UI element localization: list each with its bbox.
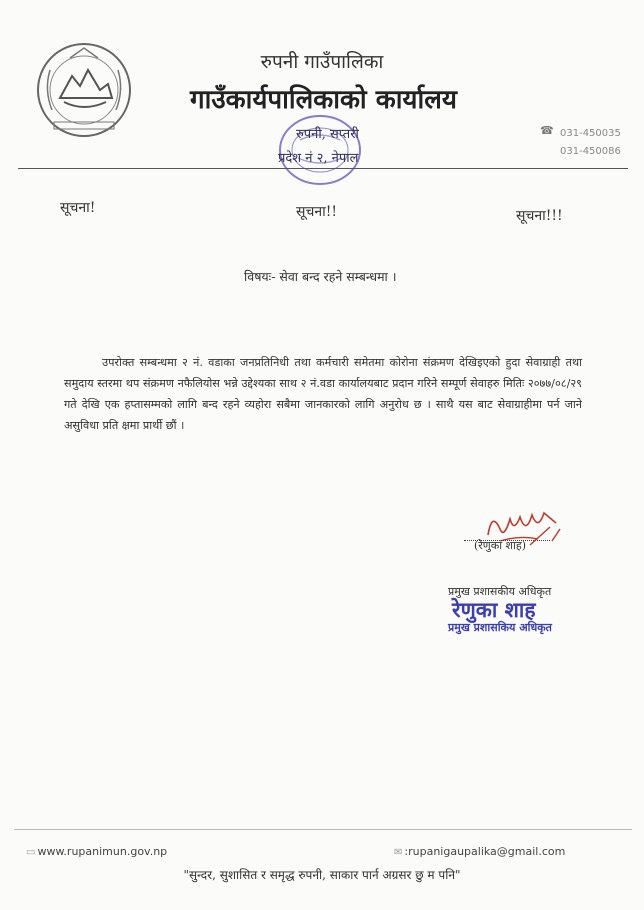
- signatory-title: प्रमुख प्रशासकीय अधिकृत: [448, 585, 552, 598]
- stamp-signatory-name: रेणुका शाह: [452, 598, 536, 622]
- footer-divider: [14, 829, 632, 830]
- stamp-signatory-title: प्रमुख प्रशासकिय अधिकृत: [448, 621, 552, 634]
- signatory-name: (रेणुका शाह): [474, 539, 526, 552]
- location-line-1: रुपनी, सप्तरी: [296, 127, 359, 142]
- notice-label-1: सूचना!: [60, 200, 96, 216]
- municipality-name: रुपनी गाउँपालिका: [260, 51, 384, 73]
- web-icon: ▭: [26, 847, 36, 858]
- notice-body: उपरोक्त सम्बन्धमा २ नं. वडाका जनप्रतिनिधी तथा कर्मचारी समेतमा कोरोना संक्रमण देखिइएको हुदा सेवाग्राही तथा समुदाय स्तरमा थप संक्रमण नफैलियोस भन्ने उद्देश्यका साथ २ नं.वडा कार्यालयबाट प्रदान गरिने सम्पूर्ण सेवाहरु मितिः २०७७/०८/२९ गते देखि एक हप्तासम्मको लागि बन्द रहने व्यहोरा सबैमा जानकारको लागि अनुरोध छ । साथै यस बाट सेवाग्राहीमा पर्न जाने असुविधा प्रति क्षमा प्रार्थी छौं ।: [64, 356, 582, 432]
- phone-icon: ☎: [540, 124, 554, 137]
- website-url: www.rupanimun.gov.np: [37, 845, 168, 858]
- notice-label-2: सूचना!!: [296, 204, 338, 220]
- office-title: गाउँकार्यपालिकाको कार्यालय: [190, 85, 457, 115]
- phone-number-1: 031-450035: [560, 128, 621, 139]
- website-text: [26, 845, 167, 858]
- notice-label-3: सूचना!!!: [516, 208, 563, 224]
- header-divider: [18, 168, 628, 169]
- location-line-2: प्रदेश नं २, नेपाल: [278, 151, 359, 166]
- mail-icon: ✉: [394, 847, 403, 858]
- subject-line: विषयः- सेवा बन्द रहने सम्बन्धमा ।: [244, 269, 397, 284]
- email-address: :rupanigaupalika@gmail.com: [404, 845, 566, 858]
- email-text: [394, 845, 565, 858]
- footer-motto: "सुन्दर, सुशासित र समृद्ध रुपनी, साकार पार्न अग्रसर छु म पनि": [183, 868, 461, 882]
- phone-number-2: 031-450086: [560, 146, 621, 157]
